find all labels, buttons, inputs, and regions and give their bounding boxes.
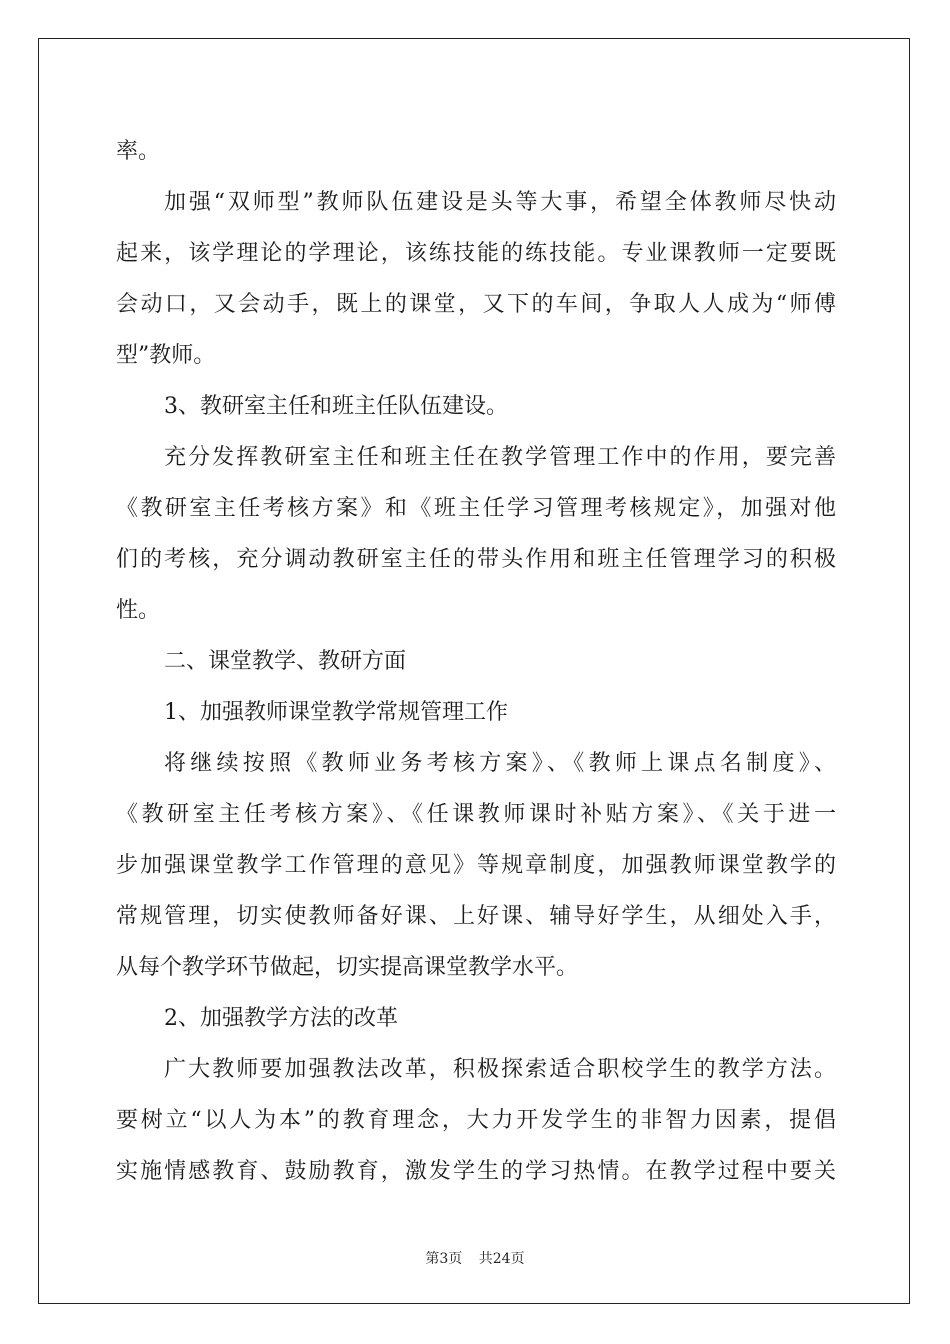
text-line: 会动口，又会动手，既上的课堂，又下的车间，争取人人成为“师傅 (116, 292, 836, 317)
text-line: 《教研室主任考核方案》和《班主任学习管理考核规定》，加强对他 (116, 496, 836, 521)
text-line: 型”教师。 (116, 343, 216, 368)
text-line: 3、教研室主任和班主任队伍建设。 (164, 394, 508, 419)
text-line: 二、课堂教学、教研方面 (164, 649, 407, 674)
text-line: 《教研室主任考核方案》、《任课教师课时补贴方案》、《关于进一 (116, 802, 836, 827)
text-line: 们的考核，充分调动教研室主任的带头作用和班主任管理学习的积极 (116, 547, 836, 572)
text-line: 要树立“以人为本”的教育理念，大力开发学生的非智力因素，提倡 (116, 1108, 836, 1133)
text-line: 从每个教学环节做起，切实提高课堂教学水平。 (116, 955, 579, 980)
text-line: 加强“双师型”教师队伍建设是头等大事，希望全体教师尽快动 (164, 190, 836, 215)
page-footer (0, 1248, 950, 1268)
page-total: 共24页 (478, 1251, 525, 1267)
text-line: 率。 (116, 139, 161, 164)
text-line: 性。 (116, 598, 161, 623)
text-line: 起来，该学理论的学理论，该练技能的练技能。专业课教师一定要既 (116, 241, 836, 266)
text-line: 广大教师要加强教法改革，积极探索适合职校学生的教学方法。 (164, 1057, 836, 1082)
text-line: 2、加强教学方法的改革 (164, 1006, 398, 1031)
text-line: 充分发挥教研室主任和班主任在教学管理工作中的作用，要完善 (164, 445, 836, 470)
text-line: 实施情感教育、鼓励教育，激发学生的学习热情。在教学过程中要关 (116, 1159, 836, 1184)
document-body (116, 126, 836, 1197)
text-line: 常规管理，切实使教师备好课、上好课、辅导好学生，从细处入手， (116, 904, 836, 929)
text-line: 1、加强教师课堂教学常规管理工作 (164, 700, 508, 725)
page-number: 第3页 (425, 1251, 463, 1267)
text-line: 将继续按照《教师业务考核方案》、《教师上课点名制度》、 (164, 751, 836, 776)
text-line: 步加强课堂教学工作管理的意见》等规章制度，加强教师课堂教学的 (116, 853, 836, 878)
